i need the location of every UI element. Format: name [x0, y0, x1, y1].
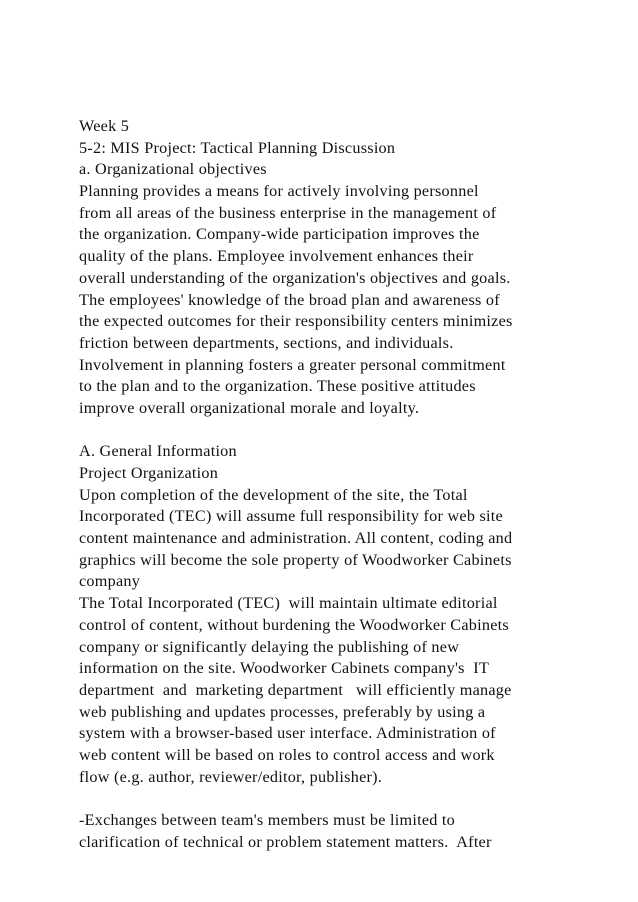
paragraph-line: to the plan and to the organization. These positive attitudes: [79, 377, 476, 396]
paragraph-line: department and marketing department will efficiently manage: [79, 680, 512, 699]
paragraph-line: content maintenance and administration. All content, coding and: [79, 529, 513, 548]
section-heading-objectives: a. Organizational objectives: [79, 160, 267, 179]
paragraph-line: quality of the plans. Employee involvement enhances their: [79, 247, 474, 266]
paragraph-line: graphics will become the sole property of Woodworker Cabinets: [79, 550, 512, 569]
paragraph-line: from all areas of the business enterprise in the management of: [79, 203, 497, 222]
subheading-project-organization: Project Organization: [79, 464, 219, 482]
document-body: [79, 116, 599, 853]
paragraph-line: The Total Incorporated (TEC) will maintain ultimate editorial: [79, 594, 498, 613]
paragraph-line: control of content, without burdening the Woodworker Cabinets: [79, 615, 509, 634]
paragraph-line: -Exchanges between team's members must be limited to: [79, 811, 455, 829]
paragraph-line: overall understanding of the organization's objectives and goals.: [79, 268, 511, 287]
paragraph-line: Incorporated (TEC) will assume full responsibility for web site: [79, 507, 503, 526]
paragraph-line: web publishing and updates processes, preferably by using a: [79, 702, 486, 721]
paragraph-line: friction between departments, sections, and individuals.: [79, 333, 454, 352]
project-title: 5-2: MIS Project: Tactical Planning Discussion: [79, 138, 396, 157]
paragraph-line: Upon completion of the development of the site, the Total: [79, 485, 468, 504]
blank-line: [79, 788, 599, 810]
paragraph-line: The employees' knowledge of the broad plan and awareness of: [79, 290, 500, 309]
paragraph-line: flow (e.g. author, reviewer/editor, publisher).: [79, 767, 383, 786]
paragraph-line: clarification of technical or problem statement matters. After: [79, 832, 492, 851]
paragraph-line: information on the site. Woodworker Cabinets company's IT: [79, 659, 490, 678]
paragraph-line: improve overall organizational morale and loyalty.: [79, 398, 420, 417]
week-heading: Week 5: [79, 117, 130, 135]
paragraph-line: Involvement in planning fosters a greater personal commitment: [79, 355, 506, 374]
paragraph-line: company or significantly delaying the publishing of new: [79, 637, 460, 656]
paragraph-line: web content will be based on roles to control access and work: [79, 745, 495, 764]
paragraph-line: company: [79, 572, 141, 591]
blank-line: [79, 420, 599, 442]
paragraph-line: Planning provides a means for actively involving personnel: [79, 182, 479, 201]
section-heading-general-information: A. General Information: [79, 442, 237, 461]
paragraph-line: the expected outcomes for their responsibility centers minimizes: [79, 312, 513, 331]
paragraph-line: the organization. Company-wide participation improves the: [79, 225, 480, 244]
paragraph-line: system with a browser-based user interface. Administration of: [79, 724, 496, 743]
